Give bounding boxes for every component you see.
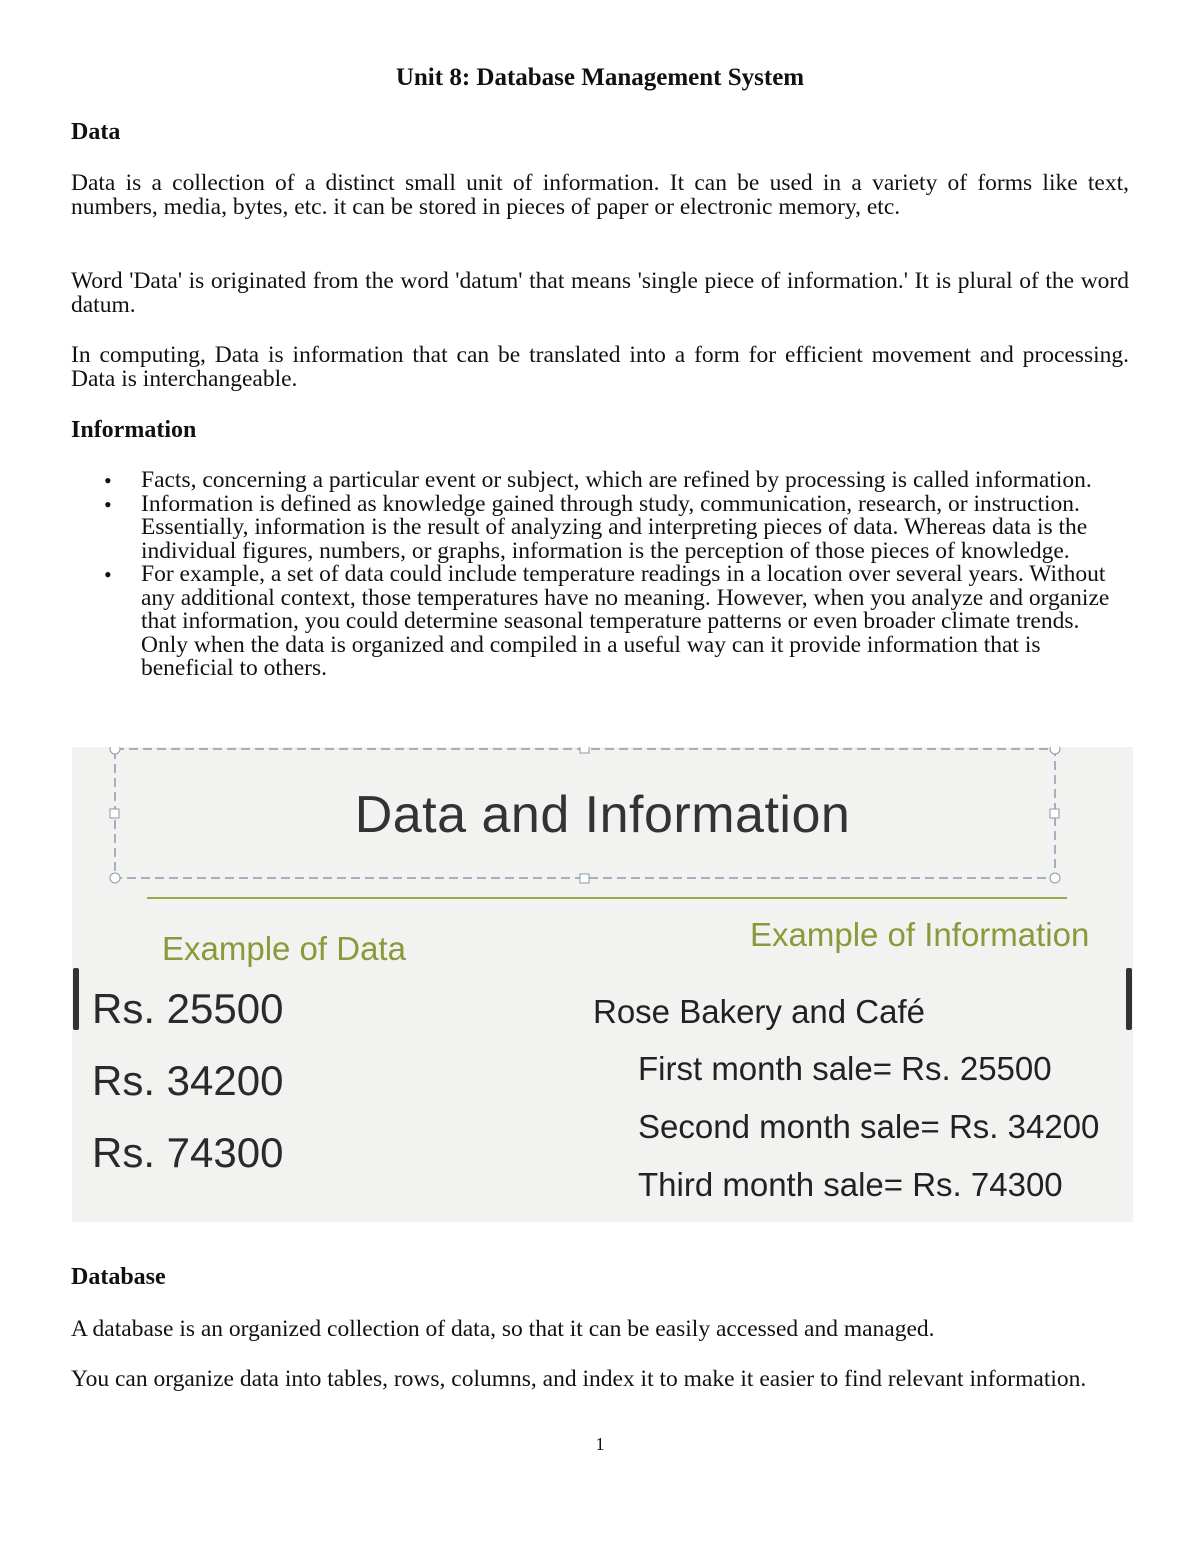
paragraph: In computing, Data is information that can be translated into a form for efficient movement and processing. Data is interchangeable. (71, 342, 1129, 392)
paragraph: Data is a collection of a distinct small unit of information. It can be used in a variety of forms like text, numbers, media, bytes, etc. it can be stored in pieces of paper or electronic memory, etc. (71, 170, 1129, 220)
list-item: • For example, a set of data could include temperature readings in a location over several years. Without any additional context, those temperatures have no meaning. However, when you analyze and organize that information, you could determine seasonal temperature patterns or even broader climate trends. Only when the data is organized and compiled in a useful way can it provide information that is beneficial to others. (71, 563, 1129, 681)
sale-line: First month sale= Rs. 25500 (638, 1050, 1052, 1087)
resize-handle (580, 747, 589, 753)
data-value: Rs. 34200 (92, 1057, 284, 1104)
heading-information: Information (71, 417, 197, 443)
data-value: Rs. 25500 (92, 985, 284, 1032)
left-bracket-mark (73, 968, 79, 1030)
data-information-figure (72, 747, 1133, 1222)
paragraph: A database is an organized collection of data, so that it can be easily accessed and managed. (71, 1316, 935, 1342)
data-value: Rs. 74300 (92, 1129, 284, 1176)
paragraph: You can organize data into tables, rows, columns, and index it to make it easier to find relevant information. (71, 1366, 1087, 1392)
heading-data: Data (71, 119, 121, 145)
sale-line: Second month sale= Rs. 34200 (638, 1108, 1100, 1145)
sale-line: Third month sale= Rs. 74300 (638, 1166, 1063, 1203)
resize-handle (110, 747, 120, 754)
resize-handle (1050, 873, 1060, 883)
figure-title: Data and Information (354, 786, 851, 844)
page-title: Unit 8: Database Management System (395, 64, 805, 91)
heading-database: Database (71, 1264, 166, 1290)
information-bullet-list (71, 469, 1129, 681)
example-data-heading: Example of Data (162, 930, 406, 967)
resize-handle (110, 873, 120, 883)
list-item: • Facts, concerning a particular event or subject, which are refined by processing is called information. (71, 469, 1129, 493)
list-item: • Information is defined as knowledge gained through study, communication, research, or instruction. Essentially, information is the result of analyzing and interpreting pieces of data. Whereas data is the individual figures, numbers, or graphs, information is the perception of those pieces of knowledge. (71, 493, 1129, 564)
example-information-heading: Example of Information (750, 916, 1090, 953)
business-name: Rose Bakery and Café (593, 993, 926, 1030)
paragraph: Word 'Data' is originated from the word 'datum' that means 'single piece of information.' It is plural of the word datum. (71, 268, 1129, 318)
page-number: 1 (595, 1434, 605, 1454)
resize-handle (580, 874, 589, 883)
right-bracket-mark (1126, 968, 1132, 1030)
resize-handle (1050, 747, 1060, 754)
